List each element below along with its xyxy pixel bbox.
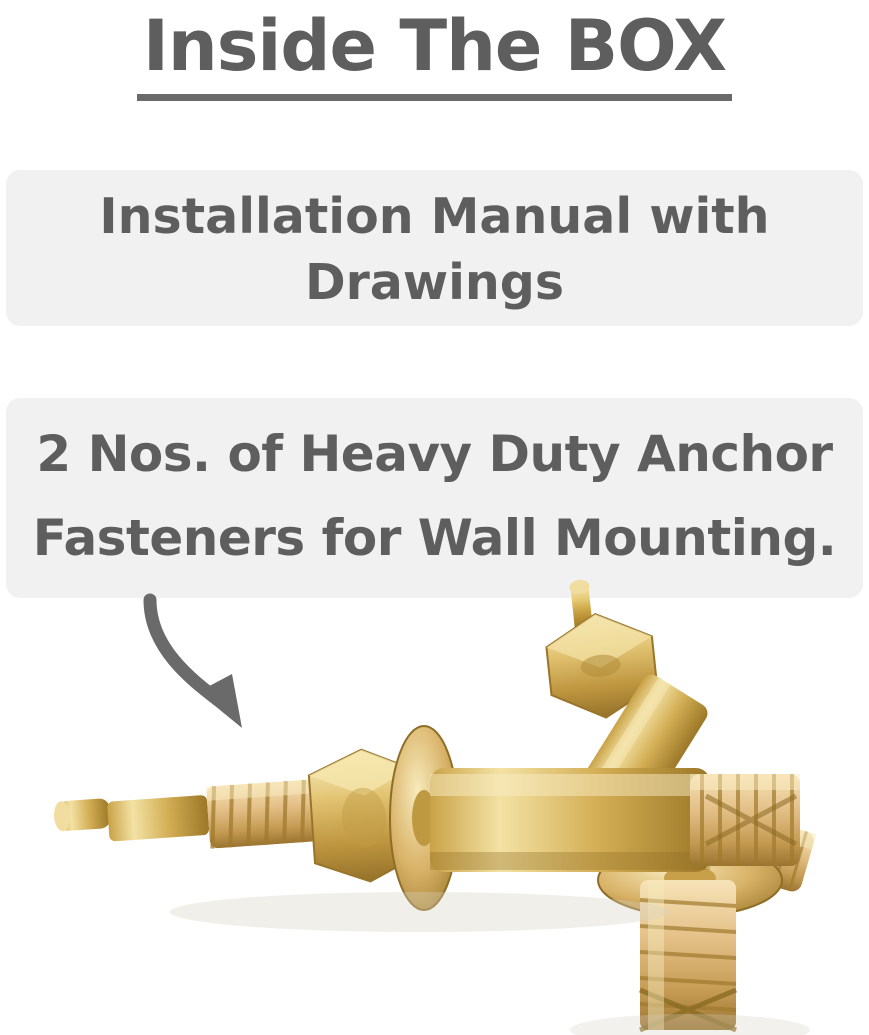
callout-installation-manual (6, 170, 863, 326)
callout-anchor-fasteners-text: 2 Nos. of Heavy Duty Anchor Fasteners for Wall Mounting. (32, 425, 837, 567)
callout-installation-manual-text: Installation Manual with Drawings (99, 188, 770, 311)
anchor-fastener-photo (0, 560, 869, 1035)
page-title: Inside The BOX (137, 4, 732, 101)
page-title-container (0, 4, 869, 101)
